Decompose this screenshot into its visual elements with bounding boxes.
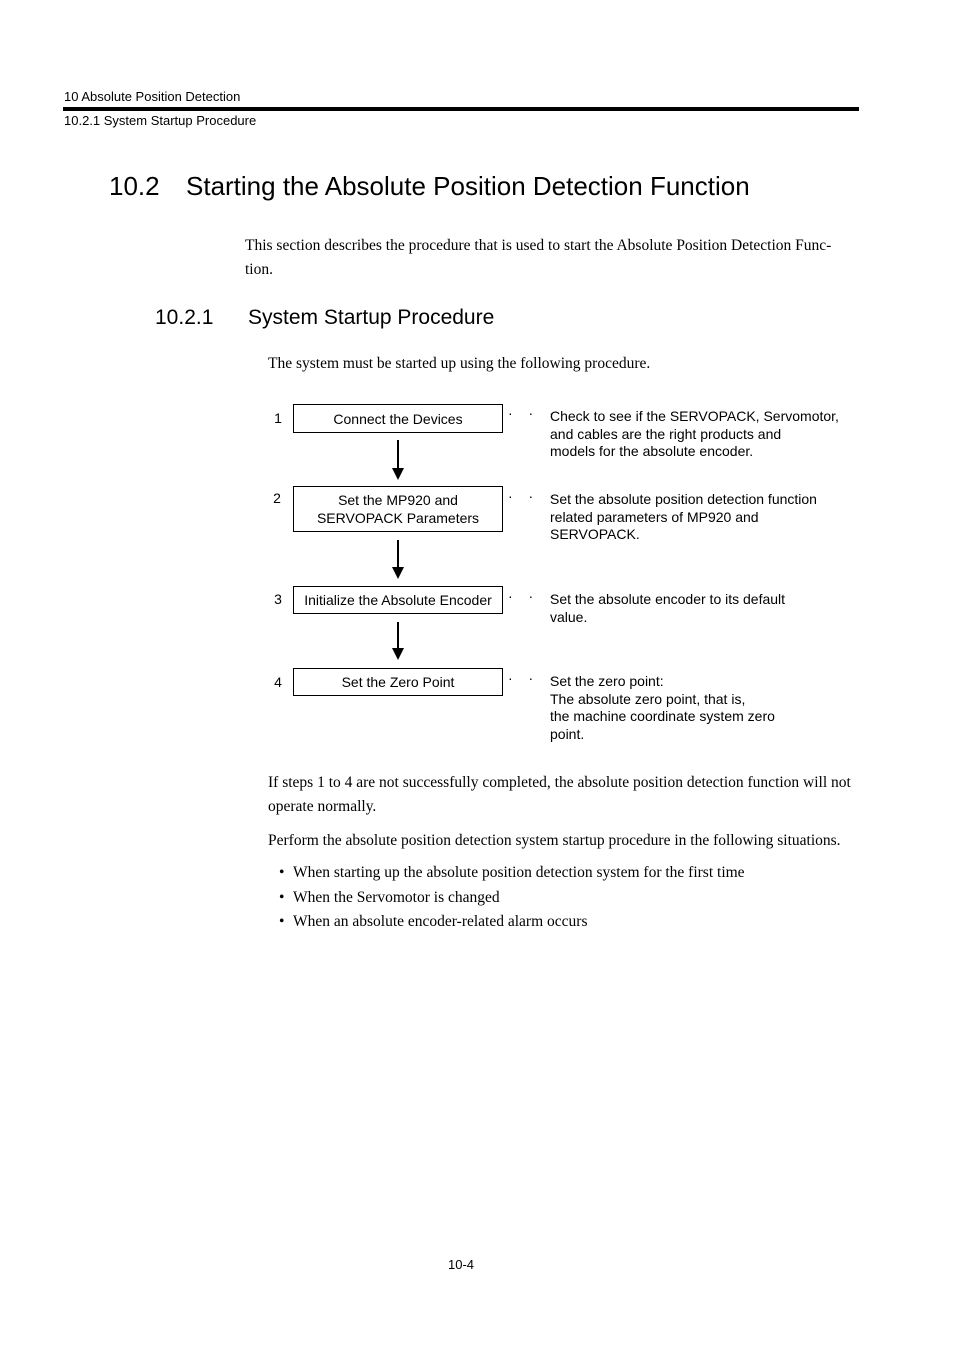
bullet-icon: • [279,913,285,930]
leader-dots: · · · [508,670,560,686]
step-box-set-zero-point [293,668,503,696]
step-label: Initialize the Absolute Encoder [304,592,492,608]
list-item: • When the Servomotor is changed [279,889,500,906]
running-header-chapter: 10 Absolute Position Detection [64,89,241,104]
list-item: • When an absolute encoder-related alarm occurs [279,913,588,930]
section-heading [109,171,750,202]
header-rule [63,107,859,111]
flow-arrow-line [397,540,399,568]
flow-arrow-line [397,440,399,469]
leader-dots: · · · [508,588,560,604]
step-number: 2 [273,490,281,506]
step-label: SERVOPACK Parameters [316,510,480,526]
step-label: Set the Zero Point [341,674,455,690]
step-box-set-parameters [293,486,503,532]
bullet-icon: • [279,864,285,881]
step-number: 3 [274,591,282,607]
running-header-section: 10.2.1 System Startup Procedure [64,113,257,128]
section-number: 10.2 [109,171,160,201]
step-box-initialize-encoder [293,586,503,614]
step-description: Set the absolute encoder to its default value. [550,591,786,625]
step-box-connect-devices [293,404,503,433]
subsection-number: 10.2.1 [155,306,214,329]
section-intro [245,234,857,282]
step-description: Set the zero point: The absolute zero point, that is, the machine coordinate system zero point. [550,673,775,743]
step-description: Set the absolute position detection function related parameters of MP920 and SERVOPACK. [550,491,817,543]
flow-arrow-down-icon [392,468,404,480]
subsection-intro: The system must be started up using the following procedure. [268,355,651,372]
page-number: 10-4 [448,1257,475,1272]
section-intro-text: This section describes the procedure that is used to start the Absolute Position Detection Func- tion. [245,237,832,278]
subsection-heading [155,306,494,330]
leader-dots: · · · [508,405,560,421]
paragraph-warning: If steps 1 to 4 are not successfully completed, the absolute position detection function will not operate normally. [268,774,851,815]
paragraph-situations: Perform the absolute position detection system startup procedure in the following situations. [268,832,841,849]
step-description: Check to see if the SERVOPACK, Servomotor, and cables are the right products and models for the absolute encoder. [550,408,839,460]
subsection-title: System Startup Procedure [248,306,495,329]
flow-arrow-down-icon [392,648,404,660]
section-title: Starting the Absolute Position Detection Function [186,171,750,201]
step-label: Set the MP920 and [338,492,458,508]
step-number: 4 [274,674,282,690]
flow-arrow-down-icon [392,567,404,579]
list-item: • When starting up the absolute position detection system for the first time [279,864,745,881]
leader-dots: · · · [508,488,560,504]
step-number: 1 [274,410,282,426]
step-label: Connect the Devices [333,410,463,427]
flow-arrow-line [397,622,399,650]
bullet-icon: • [279,889,285,906]
